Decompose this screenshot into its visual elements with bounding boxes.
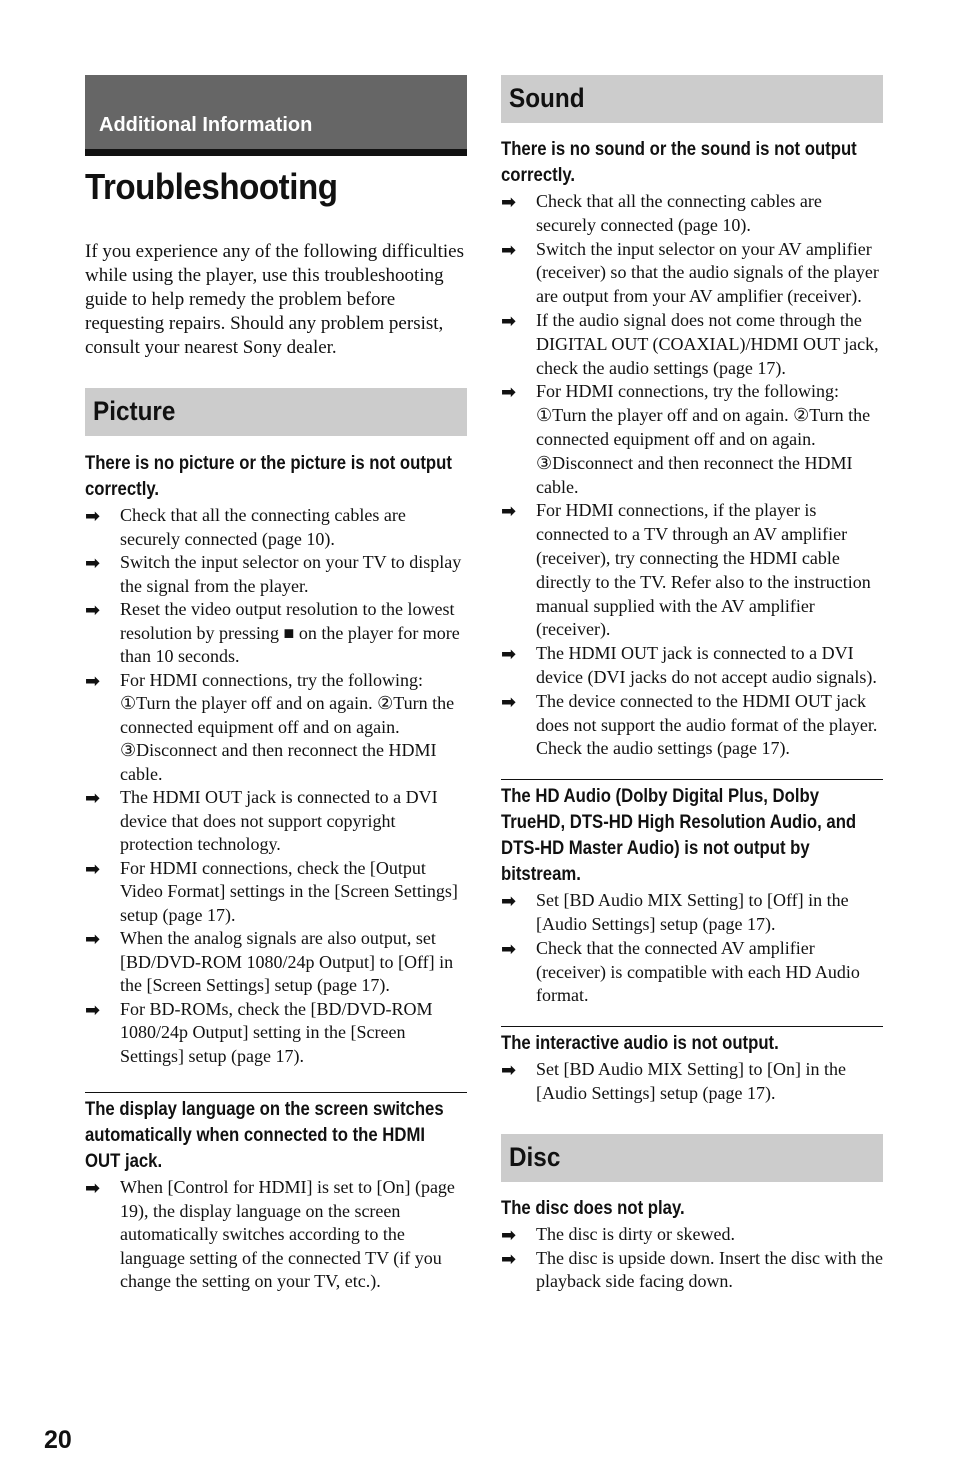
section-tab — [85, 75, 467, 149]
arrow-icon: ➡ — [85, 670, 101, 692]
disc-heading: Disc — [509, 1141, 561, 1172]
list-item: ➡ When the analog signals are also output, set [BD/DVD-ROM 1080/24p Output] to [Off] in the [Screen Settings] setup (page 17). — [85, 928, 454, 995]
picture-q1-list — [85, 504, 467, 1068]
left-column — [85, 75, 467, 1294]
list-item: ➡ If the audio signal does not come through the DIGITAL OUT (COAXIAL)/HDMI OUT jack, check the audio settings (page 17). — [501, 309, 879, 378]
arrow-icon: ➡ — [501, 691, 517, 713]
list-item: ➡ The disc is upside down. Insert the disc with the playback side facing down. — [501, 1247, 883, 1292]
sound-q1-title: There is no sound or the sound is not output correctly. — [501, 139, 857, 186]
disc-heading-band — [501, 1134, 883, 1182]
sound-q3-list — [501, 1058, 883, 1106]
arrow-icon: ➡ — [501, 1060, 517, 1082]
list-item: ➡ Check that the connected AV amplifier (receiver) is compatible with each HD Audio format. — [501, 937, 860, 1006]
sound-q1-list — [501, 190, 883, 761]
arrow-icon: ➡ — [501, 1224, 517, 1246]
section-rule — [85, 149, 467, 156]
arrow-icon: ➡ — [501, 239, 517, 261]
sound-q2-list — [501, 889, 883, 1008]
divider — [501, 779, 883, 780]
arrow-icon: ➡ — [85, 999, 101, 1021]
arrow-icon: ➡ — [501, 644, 517, 666]
list-item: ➡ The disc is dirty or skewed. — [501, 1223, 735, 1246]
arrow-icon: ➡ — [501, 1248, 517, 1270]
arrow-icon: ➡ — [85, 1178, 101, 1199]
section-label: Additional Information — [99, 114, 313, 136]
sound-q2-title: The HD Audio (Dolby Digital Plus, Dolby TrueHD, DTS-HD High Resolution Audio, and DTS-HD Master Audio) is not output by bitstream. — [501, 786, 857, 886]
list-item: ➡ The device connected to the HDMI OUT jack does not support the audio format of the player. Check the audio settings (page 17). — [501, 690, 878, 759]
arrow-icon: ➡ — [85, 506, 101, 527]
list-item: ➡ Set [BD Audio MIX Setting] to [On] in the [Audio Settings] setup (page 17). — [501, 1059, 846, 1103]
arrow-icon: ➡ — [501, 891, 517, 913]
list-item: ➡ Check that all the connecting cables are securely connected (page 10). — [501, 191, 822, 235]
sound-q3-title: The interactive audio is not output. — [501, 1033, 779, 1055]
page-title: Troubleshooting — [85, 166, 338, 207]
picture-heading-band — [85, 388, 467, 436]
intro-paragraph: If you experience any of the following difficulties while using the player, use this troubleshooting guide to help remedy the problem before requesting repairs. Should any problem persist, consult your nearest Sony dealer. — [85, 241, 464, 358]
divider — [85, 1092, 467, 1093]
arrow-icon: ➡ — [85, 600, 101, 621]
arrow-icon: ➡ — [85, 553, 101, 574]
list-item: ➡ Set [BD Audio MIX Setting] to [Off] in the [Audio Settings] setup (page 17). — [501, 890, 849, 934]
sound-heading: Sound — [509, 83, 585, 113]
list-item: ➡ For HDMI connections, try the following: ①Turn the player off and on again. ②Turn the connected equipment off and on again. ③Disconnect and then reconnect the HDMI cable. — [85, 669, 455, 784]
list-item: ➡ When [Control for HDMI] is set to [On] (page 19), the display language on the screen automatically switches according to the language setting of the connected TV (if you change the setting on your TV, etc.). — [85, 1177, 455, 1291]
arrow-icon: ➡ — [501, 192, 517, 213]
picture-q2-title: The display language on the screen switches automatically when connected to the HDMI OUT jack. — [85, 1099, 444, 1172]
arrow-icon: ➡ — [501, 938, 517, 960]
list-item: ➡ Check that all the connecting cables are securely connected (page 10). — [85, 505, 406, 549]
list-item: ➡ For HDMI connections, if the player is connected to a TV through an AV amplifier (receiver), try connecting the HDMI cable directly to the TV. Refer also to the instruction manual supplied with the AV amplifier (receiver). — [501, 500, 871, 640]
arrow-icon: ➡ — [85, 858, 101, 880]
list-item: ➡ The HDMI OUT jack is connected to a DVI device that does not support copyright protection technology. — [85, 787, 438, 854]
arrow-icon: ➡ — [501, 501, 517, 523]
arrow-icon: ➡ — [501, 382, 517, 404]
list-item: ➡ Switch the input selector on your TV to display the signal from the player. — [85, 552, 462, 596]
picture-q1-title: There is no picture or the picture is not output correctly. — [85, 453, 452, 500]
arrow-icon: ➡ — [501, 310, 517, 332]
right-column — [501, 75, 883, 1294]
list-item: ➡ Reset the video output resolution to the lowest resolution by pressing ■ on the player for more than 10 seconds. — [85, 599, 460, 666]
page-number: 20 — [44, 1426, 72, 1454]
disc-q1-list — [501, 1223, 883, 1294]
picture-heading: Picture — [93, 396, 176, 426]
list-item: ➡ For BD-ROMs, check the [BD/DVD-ROM 1080/24p Output] setting in the [Screen Settings] setup (page 17). — [85, 998, 433, 1066]
list-item: ➡ Switch the input selector on your AV amplifier (receiver) so that the audio signals of the player are output from your AV amplifier (receiver). — [501, 238, 879, 307]
list-item: ➡ For HDMI connections, check the [Output Video Format] settings in the [Screen Settings] setup (page 17). — [85, 857, 458, 925]
arrow-icon: ➡ — [85, 929, 101, 950]
list-item: ➡ For HDMI connections, try the following: ①Turn the player off and on again. ②Turn the connected equipment off and on again. ③Disconnect and then reconnect the HDMI cable. — [501, 381, 871, 497]
arrow-icon: ➡ — [85, 788, 101, 809]
picture-q2-list — [85, 1176, 467, 1294]
sound-heading-band — [501, 75, 883, 123]
list-item: ➡ The HDMI OUT jack is connected to a DVI device (DVI jacks do not accept audio signals). — [501, 643, 877, 687]
divider — [501, 1026, 883, 1027]
disc-q1-title: The disc does not play. — [501, 1197, 685, 1219]
